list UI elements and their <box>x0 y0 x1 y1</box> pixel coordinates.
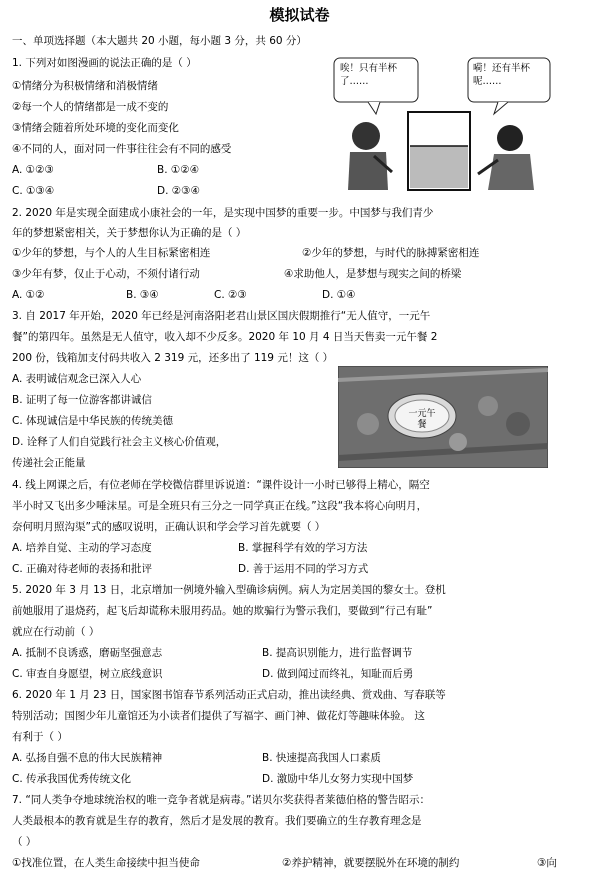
q2-option-2: ②少年的梦想，与时代的脉搏紧密相连 <box>302 247 480 259</box>
q2-option-3: ③少年有梦，仅止于心动，不须付诸行动 <box>12 268 200 280</box>
q5-choice-c: C. 审查自身愿望，树立底线意识 <box>12 668 163 680</box>
q7-stem-line2: 人类最根本的教育就是生存的教育，然后才是发展的教育。我们要确立的生存教育理念是 <box>12 815 422 827</box>
q4-choice-b: B. 掌握科学有效的学习方法 <box>238 542 368 554</box>
q6-choice-d: D. 激励中华儿女努力实现中国梦 <box>262 773 414 785</box>
q4-choice-c: C. 正确对待老师的表扬和批评 <box>12 563 153 575</box>
q1-choice-b: B. ①②④ <box>157 164 200 176</box>
q4-stem-line3: 奈何明月照沟渠”式的感叹说明，正确认识和学会学习首先就要（ ） <box>12 521 326 533</box>
water <box>410 146 468 188</box>
q2-choice-c: C. ②③ <box>214 289 247 301</box>
bubble-right-text: 嗬！还有半杯呢…… <box>473 63 531 87</box>
person-left-head <box>352 122 380 150</box>
q2-choice-b: B. ③④ <box>126 289 159 301</box>
q3-stem-line3: 200 份，钱箱加支付码共收入 2 319 元，还多出了 119 元！这（ ） <box>12 352 334 364</box>
q4-choice-a: A. 培养自觉、主动的学习态度 <box>12 542 152 554</box>
q1-choice-d: D. ②③④ <box>157 185 200 197</box>
q1-option-4: ④不同的人，面对同一件事往往会有不同的感受 <box>12 143 232 155</box>
q2-choice-d: D. ①④ <box>322 289 356 301</box>
q6-choice-a: A. 弘扬自强不息的伟大民族精神 <box>12 752 163 764</box>
q6-choice-b: B. 快速提高我国人口素质 <box>262 752 381 764</box>
q7-option-2: ②养护精神，就要摆脱外在环境的制约 <box>282 857 460 869</box>
q4-choice-d: D. 善于运用不同的学习方式 <box>238 563 369 575</box>
sign-text: 一元午餐 <box>408 409 436 430</box>
q3-choice-c: C. 体现诚信是中华民族的传统美德 <box>12 415 174 427</box>
person-right-head <box>497 125 523 151</box>
q3-stem-line1: 3. 自 2017 年开始，2020 年已经是河南洛阳老君山景区国庆假期推行“无人值守，一元午 <box>12 310 431 322</box>
q1-choice-c: C. ①③④ <box>12 185 55 197</box>
q6-stem-line3: 有利于（ ） <box>12 731 68 743</box>
q2-stem-line1: 2. 2020 年是实现全面建成小康社会的一年，是实现中国梦的重要一步。中国梦与我们青少 <box>12 207 434 219</box>
q6-choice-c: C. 传承我国优秀传统文化 <box>12 773 132 785</box>
q2-choice-a: A. ①② <box>12 289 45 301</box>
section-heading: 一、单项选择题（本大题共 20 小题，每小题 3 分，共 60 分） <box>12 35 307 47</box>
lunch-photo <box>338 366 548 468</box>
q5-choice-a: A. 抵制不良诱惑，磨砺坚强意志 <box>12 647 163 659</box>
q2-option-4: ④求助他人，是梦想与现实之间的桥梁 <box>284 268 462 280</box>
page-title: 模拟试卷 <box>269 6 330 24</box>
q3-choice-d-line1: D. 诠释了人们自觉践行社会主义核心价值观， <box>12 436 227 448</box>
q2-stem-line2: 年的梦想紧密相关，关于梦想你认为正确的是（ ） <box>12 227 247 239</box>
q5-choice-b: B. 提高识别能力，进行监督调节 <box>262 647 413 659</box>
q7-option-1: ①找准位置，在人类生命接续中担当使命 <box>12 857 200 869</box>
q5-choice-d: D. 做到闻过而终礼，知耻而后勇 <box>262 668 414 680</box>
q3-choice-b: B. 证明了每一位游客都讲诚信 <box>12 394 152 406</box>
q5-stem-line1: 5. 2020 年 3 月 13 日，北京增加一例境外输入型确诊病例。病人为定居美国的黎女士。登机 <box>12 584 446 596</box>
bubble-left-text: 唉！只有半杯了…… <box>340 63 398 87</box>
q1-choice-a: A. ①②③ <box>12 164 54 176</box>
q3-stem-line2: 餐”的第四年。虽然是无人值守，收入却不少反多。2020 年 10 月 4 日当天售卖一元午餐 2 <box>12 331 438 343</box>
q4-stem-line2: 半小时又飞出多少唾沫星。可是全班只有三分之一同学真正在线。”这段“我本将心向明月， <box>12 500 428 512</box>
q1-option-3: ③情绪会随着所处环境的变化而变化 <box>12 122 179 134</box>
q4-stem-line1: 4. 线上网课之后，有位老师在学校微信群里诉说道：“课件设计一小时已够得上精心，隔空 <box>12 479 430 491</box>
q6-stem-line2: 特别活动；国图少年儿童馆还为小读者们提供了写福字、画门神、做花灯等趣味体验。 这 <box>12 710 425 722</box>
q1-option-2: ②每一个人的情绪都是一成不变的 <box>12 101 169 113</box>
q7-option-3-partial: ③向 <box>537 857 557 869</box>
q1-option-1: ①情绪分为积极情绪和消极情绪 <box>12 80 158 92</box>
q1-stem: 1. 下列对如图漫画的说法正确的是（ ） <box>12 57 197 69</box>
q6-stem-line1: 6. 2020 年 1 月 23 日，国家图书馆春节系列活动正式启动，推出读经典、赏戏曲、写春联等 <box>12 689 446 701</box>
q3-choice-d-line2: 传递社会正能量 <box>12 457 86 469</box>
q7-stem-line1: 7. “同人类争夺地球统治权的唯一竞争者就是病毒。”诺贝尔奖获得者莱德伯格的警告昭示： <box>12 794 430 806</box>
q5-stem-line3: 就应在行动前（ ） <box>12 626 100 638</box>
q7-stem-line3: （ ） <box>12 836 37 848</box>
q5-stem-line2: 前她服用了退烧药，起飞后却谎称未服用药品。她的欺骗行为警示我们，要做到“行己有耻” <box>12 605 433 617</box>
q2-option-1: ①少年的梦想，与个人的人生目标紧密相连 <box>12 247 211 259</box>
q3-choice-a: A. 表明诚信观念已深入人心 <box>12 373 142 385</box>
